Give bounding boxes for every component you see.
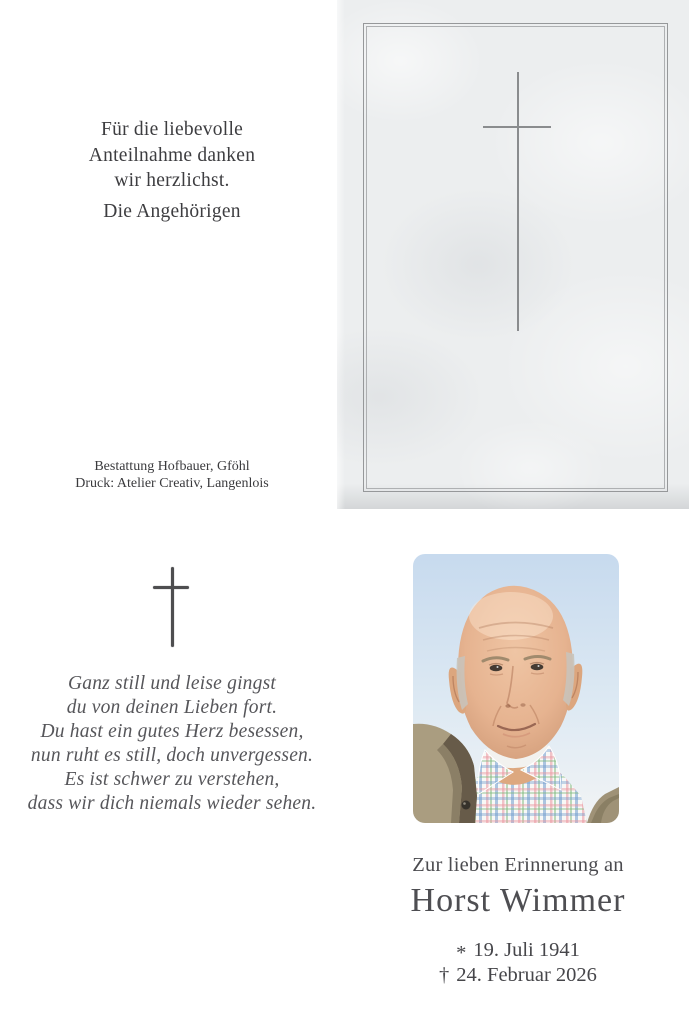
poem-line: Du hast ein gutes Herz besessen, bbox=[40, 721, 304, 742]
condolence-line: wir herzlichst. bbox=[114, 170, 230, 191]
death-cross-symbol: † bbox=[439, 963, 450, 986]
birth-star-symbol: * bbox=[456, 942, 467, 964]
birth-date-line bbox=[347, 938, 689, 963]
poem-line: Ganz still und leise gingst bbox=[68, 673, 276, 694]
printer-line: Druck: Atelier Creativ, Langenlois bbox=[75, 475, 269, 491]
condolence-block bbox=[0, 117, 344, 224]
imprint-block bbox=[0, 459, 344, 492]
poem-line: nun ruht es still, doch unvergessen. bbox=[30, 745, 314, 766]
funeral-home-line: Bestattung Hofbauer, Gföhl bbox=[94, 459, 250, 474]
poem-line: du von deinen Lieben fort. bbox=[66, 697, 278, 718]
family-signature: Die Angehörigen bbox=[103, 200, 241, 222]
decorative-frame bbox=[363, 23, 668, 492]
death-date-line bbox=[347, 963, 689, 988]
poem-block bbox=[0, 672, 344, 816]
poem-line: dass wir dich niemals wieder sehen. bbox=[27, 793, 317, 814]
death-date: 24. Februar 2026 bbox=[456, 963, 597, 986]
card-front-panel bbox=[337, 0, 689, 509]
condolence-line: Anteilnahme danken bbox=[88, 144, 256, 166]
portrait-illustration bbox=[413, 554, 619, 823]
decorative-frame-inner bbox=[366, 26, 665, 489]
poem-line: Es ist schwer zu verstehen, bbox=[64, 769, 280, 790]
deceased-name: Horst Wimmer bbox=[410, 882, 626, 919]
memorial-intro: Zur lieben Erinnerung an bbox=[412, 854, 624, 876]
birth-date: 19. Juli 1941 bbox=[473, 939, 580, 961]
life-dates bbox=[347, 938, 689, 987]
portrait-photo bbox=[413, 554, 619, 823]
condolence-line: Für die liebevolle bbox=[100, 119, 244, 140]
memorial-text-block bbox=[347, 852, 689, 987]
